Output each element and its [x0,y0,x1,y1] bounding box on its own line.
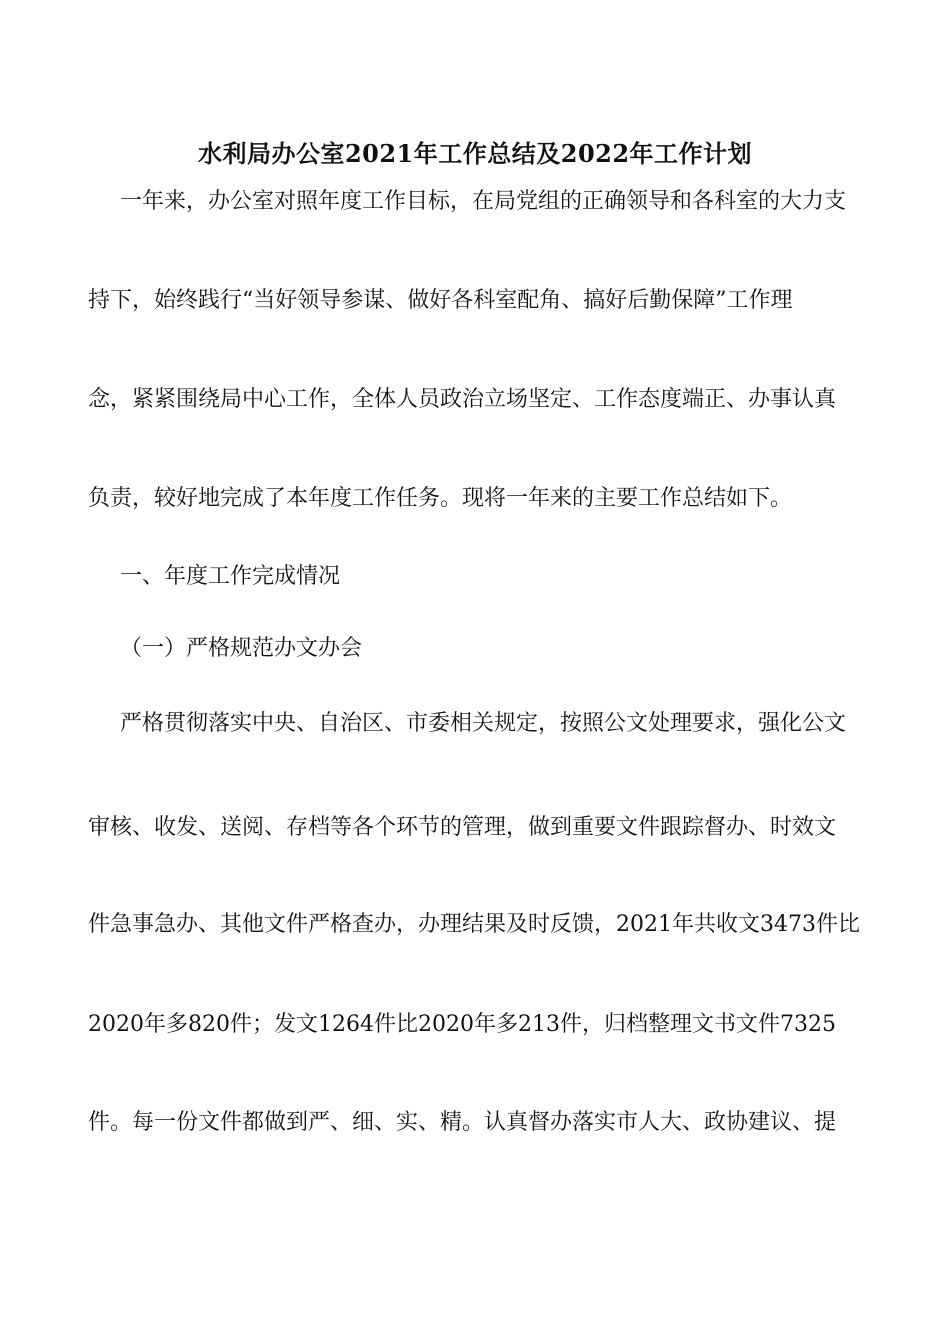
paragraph-line: 件。每一份文件都做到严、细、实、精。认真督办落实市人大、政协建议、提 [88,1110,837,1135]
paragraph-line: 一年来，办公室对照年度工作目标，在局党组的正确领导和各科室的大力支 [120,189,847,214]
document-title: 水利局办公室2021年工作总结及2022年工作计划 [197,139,753,168]
paragraph-line: 负责，较好地完成了本年度工作任务。现将一年来的主要工作总结如下。 [88,486,793,511]
paragraph-line: 件急事急办、其他文件严格查办，办理结果及时反馈，2021年共收文3473件比 [88,912,860,937]
paragraph-line: 审核、收发、送阅、存档等各个环节的管理，做到重要文件跟踪督办、时效文 [88,815,837,840]
paragraph-line: 念，紧紧围绕局中心工作，全体人员政治立场坚定、工作态度端正、办事认真 [88,387,837,412]
paragraph-line: 持下，始终践行“当好领导参谋、做好各科室配角、搞好后勤保障”工作理 [88,288,793,313]
section-heading: 一、年度工作完成情况 [120,564,341,589]
subsection-heading: （一）严格规范办文办会 [120,636,363,661]
paragraph-line: 严格贯彻落实中央、自治区、市委相关规定，按照公文处理要求，强化公文 [120,711,847,736]
paragraph-line: 2020年多820件；发文1264件比2020年多213件，归档整理文书文件7325 [88,1012,836,1037]
